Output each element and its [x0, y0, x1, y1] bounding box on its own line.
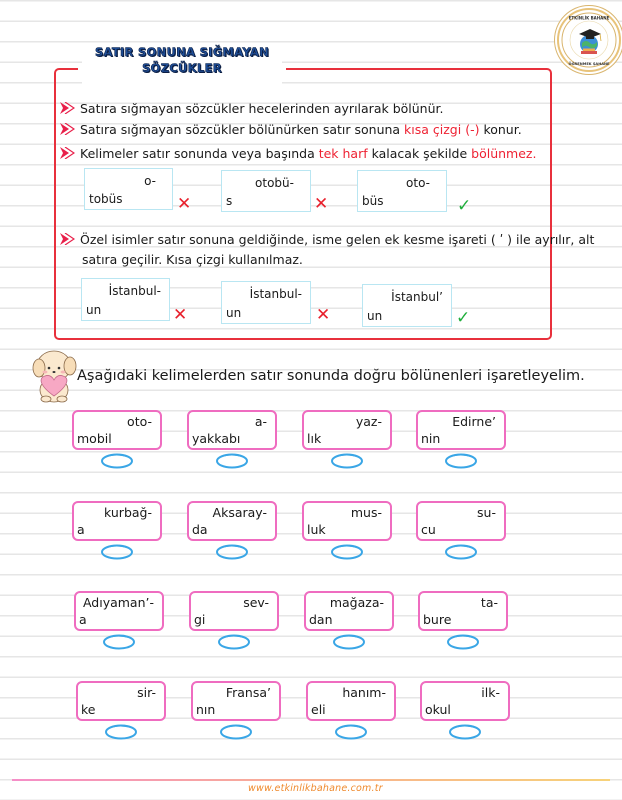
example-bottom: un — [226, 306, 242, 320]
word-card-top: yaz- — [355, 414, 382, 429]
word-card-bottom: yakkabı — [192, 431, 241, 446]
word-card-bottom: a — [79, 612, 87, 627]
word-card-bottom: mobil — [77, 431, 112, 446]
example-box — [81, 278, 170, 321]
word-card-top: mus- — [350, 505, 382, 520]
word-card-top: ta- — [480, 595, 498, 610]
answer-oval-checkbox[interactable] — [444, 544, 478, 560]
example-box — [221, 281, 311, 324]
example-top: otobü- — [255, 176, 294, 190]
example-top: İstanbul- — [249, 287, 302, 301]
highlighted-text: kısa çizgi (-) — [404, 122, 480, 137]
answer-oval-checkbox[interactable] — [332, 634, 366, 650]
word-card-bottom: lık — [307, 431, 322, 446]
word-card-top: oto- — [127, 414, 152, 429]
answer-oval-checkbox[interactable] — [444, 453, 478, 469]
rule-3 — [60, 144, 536, 165]
word-card — [302, 410, 392, 450]
logo-seal — [557, 8, 621, 72]
word-card-bottom: nın — [196, 702, 216, 717]
answer-oval-checkbox[interactable] — [446, 634, 480, 650]
word-card — [302, 501, 392, 541]
word-card-top: kurbağ- — [104, 505, 152, 520]
exercise-instruction: Aşağıdaki kelimelerden satır sonunda doğru bölünenleri işaretleyelim. — [77, 368, 585, 384]
word-card — [416, 501, 506, 541]
example-top: İstanbul’ — [391, 290, 443, 304]
answer-oval-checkbox[interactable] — [215, 544, 249, 560]
answer-oval-checkbox[interactable] — [330, 453, 364, 469]
word-card-top: Aksaray- — [212, 505, 267, 520]
word-card-top: ilk- — [481, 685, 500, 700]
seal-text-bottom: ÖĞRENMEK ŞAHANE — [568, 62, 610, 66]
puppy-heart-icon — [30, 346, 80, 404]
rule-2 — [60, 120, 522, 141]
word-card — [76, 681, 166, 721]
example-top: oto- — [406, 176, 430, 190]
page-title — [82, 44, 282, 86]
rule-text: Özel isimler satır sonuna geldiğinde, isme gelen ek kesme işareti ( ʹ ) ile ayrılır, alt — [80, 232, 595, 247]
word-card — [187, 501, 277, 541]
word-card — [72, 501, 162, 541]
wrong-mark-icon: ✕ — [177, 194, 192, 214]
word-card-top: su- — [477, 505, 496, 520]
example-bottom: tobüs — [89, 192, 123, 206]
rule-text: Kelimeler satır sonunda veya başında — [80, 146, 319, 161]
word-card-top: hanım- — [342, 685, 386, 700]
example-bottom: s — [226, 194, 233, 208]
word-card — [420, 681, 510, 721]
rule-text: konur. — [479, 122, 522, 137]
word-card — [304, 591, 394, 631]
example-bottom: büs — [362, 194, 384, 208]
example-box — [362, 284, 452, 327]
rule-1 — [60, 99, 443, 120]
word-card-bottom: eli — [311, 702, 326, 717]
example-top: o- — [144, 174, 156, 188]
word-card-top: Edirne’ — [452, 414, 496, 429]
seal-text-top: ETKİNLİK BAHANE — [568, 15, 610, 21]
word-card — [306, 681, 396, 721]
word-card-top: sir- — [137, 685, 156, 700]
answer-oval-checkbox[interactable] — [100, 544, 134, 560]
answer-oval-checkbox[interactable] — [104, 724, 138, 740]
word-card-top: Fransa’ — [225, 685, 271, 700]
answer-oval-checkbox[interactable] — [217, 634, 251, 650]
answer-oval-checkbox[interactable] — [102, 634, 136, 650]
word-card — [418, 591, 508, 631]
word-card-bottom: ke — [81, 702, 96, 717]
answer-oval-checkbox[interactable] — [219, 724, 253, 740]
word-card-bottom: nin — [421, 431, 441, 446]
example-box — [357, 170, 447, 212]
example-box — [221, 170, 311, 212]
check-mark-icon: ✓ — [457, 196, 472, 216]
wrong-mark-icon: ✕ — [314, 194, 329, 214]
answer-oval-checkbox[interactable] — [330, 544, 364, 560]
wrong-mark-icon: ✕ — [173, 305, 188, 325]
arrow-bullet-icon — [60, 123, 75, 135]
highlighted-text: bölünmez. — [471, 146, 537, 161]
word-card-bottom: dan — [309, 612, 333, 627]
word-card — [74, 591, 164, 631]
word-card — [72, 410, 162, 450]
word-card-bottom: cu — [421, 522, 436, 537]
rule-text: kalacak şekilde — [367, 146, 472, 161]
rule-4 — [60, 230, 594, 251]
word-card — [191, 681, 281, 721]
word-card-top: sev- — [243, 595, 269, 610]
word-card-bottom: a — [77, 522, 85, 537]
word-card-bottom: da — [192, 522, 208, 537]
highlighted-text: tek harf — [318, 146, 368, 161]
word-card-top: a- — [254, 414, 267, 429]
word-card — [187, 410, 277, 450]
wrong-mark-icon: ✕ — [316, 305, 331, 325]
rule-text: Satıra sığmayan sözcükler bölünürken satır sonuna — [80, 122, 405, 137]
check-mark-icon: ✓ — [456, 308, 471, 328]
word-card-bottom: okul — [425, 702, 451, 717]
answer-oval-checkbox[interactable] — [334, 724, 368, 740]
title-line-1: SATIR SONUNA SIĞMAYAN — [94, 45, 270, 59]
word-card-bottom: luk — [307, 522, 326, 537]
word-card-top: Adıyaman’- — [82, 595, 154, 610]
answer-oval-checkbox[interactable] — [100, 453, 134, 469]
answer-oval-checkbox[interactable] — [215, 453, 249, 469]
word-card-bottom: gi — [194, 612, 206, 627]
footer-url[interactable]: www.etkinlikbahane.com.tr — [248, 783, 383, 794]
title-line-2: SÖZCÜKLER — [142, 61, 222, 75]
arrow-bullet-icon — [60, 147, 75, 159]
footer-divider — [12, 779, 610, 781]
word-card — [189, 591, 279, 631]
answer-oval-checkbox[interactable] — [448, 724, 482, 740]
rule-text: Satıra sığmayan sözcükler hecelerinden ayrılarak bölünür. — [80, 101, 444, 116]
arrow-bullet-icon — [60, 233, 75, 245]
example-box — [84, 168, 173, 210]
rule-4-continuation: satıra geçilir. Kısa çizgi kullanılmaz. — [82, 252, 303, 267]
example-bottom: un — [86, 303, 102, 317]
example-top: İstanbul- — [108, 284, 161, 298]
graduation-globe-icon — [559, 10, 619, 70]
word-card-bottom: bure — [423, 612, 452, 627]
word-card — [416, 410, 506, 450]
word-card-top: mağaza- — [329, 595, 384, 610]
example-bottom: un — [367, 309, 383, 323]
arrow-bullet-icon — [60, 102, 75, 114]
